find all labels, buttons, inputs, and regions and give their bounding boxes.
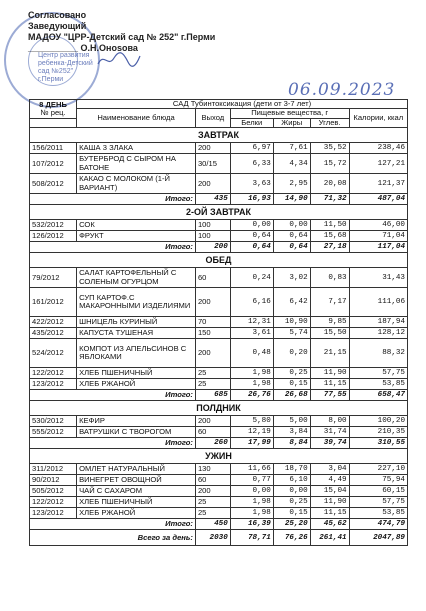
table-row (30, 174, 408, 194)
dish-name: ВИНЕГРЕТ ОВОЩНОЙ (77, 475, 196, 486)
grand-total-row (30, 530, 408, 546)
table-row (30, 379, 408, 390)
table-row (30, 143, 408, 154)
table-row (30, 317, 408, 328)
total-protein: 16,93 (230, 194, 273, 205)
handwritten-date: 06.09.2023 (288, 80, 396, 100)
grand-total-label: Всего за день: (30, 530, 196, 546)
total-output: 200 (195, 242, 230, 253)
table-row (30, 475, 408, 486)
table-row (30, 508, 408, 519)
total-output: 450 (195, 519, 230, 530)
dish-name: ШНИЦЕЛЬ КУРИНЫЙ (77, 317, 196, 328)
total-carbs: 27,18 (310, 242, 349, 253)
protein-value: 1,98 (230, 508, 273, 519)
protein-value: 6,16 (230, 288, 273, 317)
section-title-row (30, 128, 408, 143)
recipe-number: 505/2012 (30, 486, 77, 497)
kcal-value: 53,85 (349, 379, 407, 390)
dish-output: 200 (195, 288, 230, 317)
total-carbs: 45,62 (310, 519, 349, 530)
total-label: Итого: (30, 390, 196, 401)
fat-value: 0,20 (273, 339, 310, 368)
protein-value: 1,98 (230, 379, 273, 390)
recipe-number: 122/2012 (30, 368, 77, 379)
grand-total-carbs: 261,41 (310, 530, 349, 546)
fat-value: 0,25 (273, 497, 310, 508)
dish-output: 60 (195, 475, 230, 486)
dish-name: ФРУКТ (77, 231, 196, 242)
stamp-text-line: ребенка-Детский (38, 60, 93, 67)
recipe-number: 122/2012 (30, 497, 77, 508)
section-title-row (30, 401, 408, 416)
dish-name: ВАТРУШКИ С ТВОРОГОМ (77, 427, 196, 438)
table-row (30, 339, 408, 368)
fat-value: 0,00 (273, 220, 310, 231)
grand-total-output: 2030 (195, 530, 230, 546)
protein-value: 0,77 (230, 475, 273, 486)
carbs-value: 20,08 (310, 174, 349, 194)
dish-output: 60 (195, 427, 230, 438)
kcal-value: 88,32 (349, 339, 407, 368)
table-row (30, 231, 408, 242)
dish-output: 130 (195, 464, 230, 475)
header-nutrients: Пищевые вещества, г (230, 109, 349, 118)
kcal-value: 46,00 (349, 220, 407, 231)
dish-output: 200 (195, 416, 230, 427)
fat-value: 3,02 (273, 268, 310, 288)
dish-output: 100 (195, 220, 230, 231)
recipe-number: 90/2012 (30, 475, 77, 486)
protein-value: 0,24 (230, 268, 273, 288)
dish-output: 25 (195, 497, 230, 508)
kcal-value: 31,43 (349, 268, 407, 288)
dish-name: САЛАТ КАРТОФЕЛЬНЫЙ С СОЛЕНЫМ ОГУРЦОМ (77, 268, 196, 288)
carbs-value: 11,15 (310, 508, 349, 519)
fat-value: 6,10 (273, 475, 310, 486)
stamp-text-line: г.Перми (38, 76, 64, 83)
recipe-number: 435/2012 (30, 328, 77, 339)
carbs-value: 11,90 (310, 368, 349, 379)
total-kcal: 117,04 (349, 242, 407, 253)
table-row (30, 328, 408, 339)
dish-name: КАША 3 ЗЛАКА (77, 143, 196, 154)
total-fat: 26,68 (273, 390, 310, 401)
fat-value: 10,90 (273, 317, 310, 328)
table-row (30, 368, 408, 379)
protein-value: 1,98 (230, 497, 273, 508)
fat-value: 0,15 (273, 379, 310, 390)
table-row (30, 268, 408, 288)
dish-output: 70 (195, 317, 230, 328)
fat-value: 3,84 (273, 427, 310, 438)
total-protein: 16,39 (230, 519, 273, 530)
table-row (30, 427, 408, 438)
fat-value: 5,74 (273, 328, 310, 339)
carbs-value: 15,68 (310, 231, 349, 242)
kcal-value: 227,10 (349, 464, 407, 475)
kcal-value: 75,94 (349, 475, 407, 486)
carbs-value: 21,15 (310, 339, 349, 368)
fat-value: 0,25 (273, 368, 310, 379)
protein-value: 11,66 (230, 464, 273, 475)
recipe-number: 530/2012 (30, 416, 77, 427)
fat-value: 5,00 (273, 416, 310, 427)
header-name: Наименование блюда (77, 109, 196, 128)
total-carbs: 71,32 (310, 194, 349, 205)
table-row (30, 486, 408, 497)
dish-output: 200 (195, 486, 230, 497)
approval-block (28, 10, 215, 54)
table-row (30, 288, 408, 317)
recipe-number: 508/2012 (30, 174, 77, 194)
grand-total-protein: 78,71 (230, 530, 273, 546)
dish-name: КЕФИР (77, 416, 196, 427)
total-protein: 26,76 (230, 390, 273, 401)
table-row (30, 497, 408, 508)
total-kcal: 310,55 (349, 438, 407, 449)
kcal-value: 210,35 (349, 427, 407, 438)
recipe-number: 524/2012 (30, 339, 77, 368)
approval-line: МАДОУ "ЦРР-Детский сад № 252" г.Перми (28, 32, 216, 42)
header-title: САД Тубинтоксикация (дети от 3-7 лет) (77, 100, 408, 109)
kcal-value: 57,75 (349, 368, 407, 379)
fat-value: 4,34 (273, 154, 310, 174)
grand-total-kcal: 2047,89 (349, 530, 407, 546)
fat-value: 0,00 (273, 486, 310, 497)
header-carbs: Углев. (310, 118, 349, 127)
dish-output: 30/15 (195, 154, 230, 174)
header-output: Выход (195, 109, 230, 128)
day-label: 8 ДЕНЬ (39, 99, 67, 109)
dish-name: КАКАО С МОЛОКОМ (1-Й ВАРИАНТ) (77, 174, 196, 194)
recipe-number: 79/2012 (30, 268, 77, 288)
recipe-col-label: № рец. (40, 107, 66, 117)
recipe-number: 532/2012 (30, 220, 77, 231)
kcal-value: 127,21 (349, 154, 407, 174)
dish-output: 25 (195, 508, 230, 519)
recipe-number: 123/2012 (30, 508, 77, 519)
section-title: ПОЛДНИК (30, 401, 408, 416)
carbs-value: 15,72 (310, 154, 349, 174)
protein-value: 12,31 (230, 317, 273, 328)
table-row (30, 464, 408, 475)
dish-output: 200 (195, 143, 230, 154)
total-kcal: 474,79 (349, 519, 407, 530)
fat-value: 0,15 (273, 508, 310, 519)
protein-value: 0,48 (230, 339, 273, 368)
carbs-value: 4,49 (310, 475, 349, 486)
total-kcal: 487,04 (349, 194, 407, 205)
header-day-recipe (30, 100, 77, 119)
total-label: Итого: (30, 242, 196, 253)
dish-output: 25 (195, 368, 230, 379)
carbs-value: 7,17 (310, 288, 349, 317)
dish-name: БУТЕРБРОД С СЫРОМ НА БАТОНЕ (77, 154, 196, 174)
section-total-row (30, 519, 408, 530)
stamp-text-line: сад №252" (38, 68, 74, 75)
recipe-number: 161/2012 (30, 288, 77, 317)
stamp-text (38, 52, 93, 84)
dish-name: СУП КАРТОФ.С МАКАРОННЫМИ ИЗДЕЛИЯМИ (77, 288, 196, 317)
protein-value: 0,00 (230, 486, 273, 497)
dish-output: 200 (195, 339, 230, 368)
dish-name: КАПУСТА ТУШЕНАЯ (77, 328, 196, 339)
dish-name: ХЛЕБ ПШЕНИЧНЫЙ (77, 368, 196, 379)
approval-line: Заведующий (28, 21, 87, 31)
kcal-value: 57,75 (349, 497, 407, 508)
carbs-value: 8,00 (310, 416, 349, 427)
approval-line: Согласовано (28, 10, 87, 20)
section-title-row (30, 449, 408, 464)
total-carbs: 39,74 (310, 438, 349, 449)
dish-output: 200 (195, 174, 230, 194)
dish-output: 100 (195, 231, 230, 242)
kcal-value: 187,94 (349, 317, 407, 328)
total-output: 260 (195, 438, 230, 449)
dish-output: 150 (195, 328, 230, 339)
carbs-value: 15,50 (310, 328, 349, 339)
recipe-number: 126/2012 (30, 231, 77, 242)
section-total-row (30, 390, 408, 401)
dish-output: 60 (195, 268, 230, 288)
protein-value: 6,97 (230, 143, 273, 154)
table-header-row (30, 100, 408, 109)
carbs-value: 31,74 (310, 427, 349, 438)
recipe-number: 123/2012 (30, 379, 77, 390)
protein-value: 3,61 (230, 328, 273, 339)
menu-body (30, 128, 408, 530)
carbs-value: 15,04 (310, 486, 349, 497)
section-title-row (30, 205, 408, 220)
recipe-number: 311/2012 (30, 464, 77, 475)
section-total-row (30, 438, 408, 449)
carbs-value: 11,50 (310, 220, 349, 231)
total-output: 435 (195, 194, 230, 205)
dish-name: ОМЛЕТ НАТУРАЛЬНЫЙ (77, 464, 196, 475)
table-header-row (30, 109, 408, 118)
grand-total-fat: 76,26 (273, 530, 310, 546)
total-kcal: 658,47 (349, 390, 407, 401)
table-row (30, 416, 408, 427)
kcal-value: 238,46 (349, 143, 407, 154)
protein-value: 3,63 (230, 174, 273, 194)
fat-value: 0,64 (273, 231, 310, 242)
kcal-value: 53,85 (349, 508, 407, 519)
total-fat: 25,20 (273, 519, 310, 530)
fat-value: 2,95 (273, 174, 310, 194)
kcal-value: 111,06 (349, 288, 407, 317)
dish-output: 25 (195, 379, 230, 390)
recipe-number: 156/2011 (30, 143, 77, 154)
section-total-row (30, 242, 408, 253)
kcal-value: 100,20 (349, 416, 407, 427)
kcal-value: 60,15 (349, 486, 407, 497)
dish-name: СОК (77, 220, 196, 231)
section-title: ОБЕД (30, 253, 408, 268)
protein-value: 6,33 (230, 154, 273, 174)
protein-value: 5,80 (230, 416, 273, 427)
dish-name: ХЛЕБ РЖАНОЙ (77, 508, 196, 519)
fat-value: 6,42 (273, 288, 310, 317)
dish-name: ЧАЙ С САХАРОМ (77, 486, 196, 497)
header-protein: Белки (230, 118, 273, 127)
header-kcal: Калории, ккал (349, 109, 407, 128)
dish-name: ХЛЕБ РЖАНОЙ (77, 379, 196, 390)
total-output: 685 (195, 390, 230, 401)
table-row (30, 154, 408, 174)
section-title: 2-ОЙ ЗАВТРАК (30, 205, 408, 220)
menu-table (29, 99, 408, 546)
total-fat: 8,84 (273, 438, 310, 449)
recipe-number: 422/2012 (30, 317, 77, 328)
total-protein: 17,99 (230, 438, 273, 449)
protein-value: 0,00 (230, 220, 273, 231)
total-protein: 0,64 (230, 242, 273, 253)
kcal-value: 121,37 (349, 174, 407, 194)
section-title: УЖИН (30, 449, 408, 464)
signature-scribble (96, 50, 141, 70)
dish-name: КОМПОТ ИЗ АПЕЛЬСИНОВ С ЯБЛОКАМИ (77, 339, 196, 368)
carbs-value: 11,15 (310, 379, 349, 390)
protein-value: 1,98 (230, 368, 273, 379)
total-label: Итого: (30, 194, 196, 205)
total-fat: 0,64 (273, 242, 310, 253)
total-label: Итого: (30, 438, 196, 449)
total-fat: 14,90 (273, 194, 310, 205)
carbs-value: 11,90 (310, 497, 349, 508)
protein-value: 12,19 (230, 427, 273, 438)
header-fat: Жиры (273, 118, 310, 127)
stamp-text-line: Центр развития (38, 52, 90, 59)
section-title-row (30, 253, 408, 268)
fat-value: 7,61 (273, 143, 310, 154)
table-row (30, 220, 408, 231)
recipe-number: 107/2012 (30, 154, 77, 174)
header-recipe-blank (30, 118, 77, 127)
carbs-value: 9,85 (310, 317, 349, 328)
fat-value: 18,70 (273, 464, 310, 475)
kcal-value: 128,12 (349, 328, 407, 339)
carbs-value: 3,04 (310, 464, 349, 475)
kcal-value: 71,04 (349, 231, 407, 242)
carbs-value: 35,52 (310, 143, 349, 154)
total-carbs: 77,55 (310, 390, 349, 401)
carbs-value: 0,83 (310, 268, 349, 288)
approval-signature-line: __________ О.Н.Онosова (28, 43, 138, 53)
section-title: ЗАВТРАК (30, 128, 408, 143)
dish-name: ХЛЕБ ПШЕНИЧНЫЙ (77, 497, 196, 508)
protein-value: 0,64 (230, 231, 273, 242)
total-label: Итого: (30, 519, 196, 530)
section-total-row (30, 194, 408, 205)
recipe-number: 555/2012 (30, 427, 77, 438)
